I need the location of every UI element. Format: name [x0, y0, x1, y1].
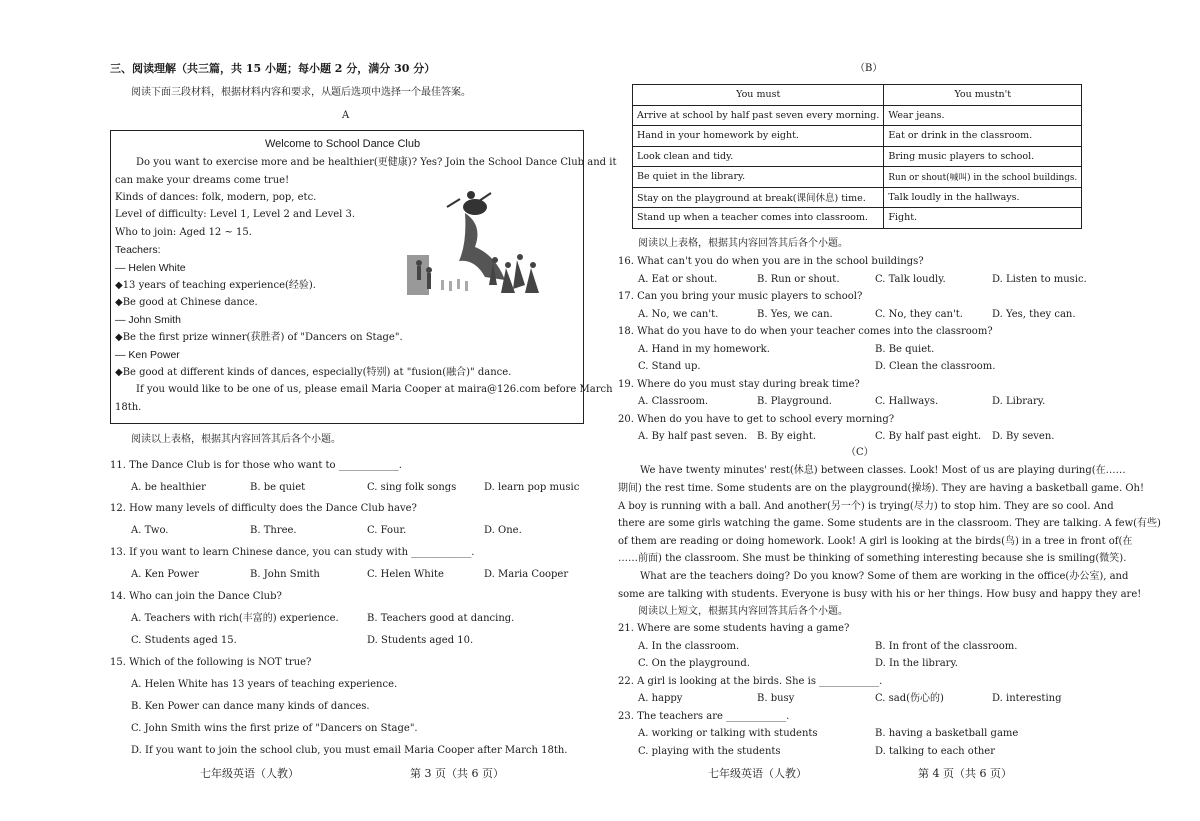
teacher-helen-experience: ◆13 years of teaching experience(经验). — [115, 280, 316, 291]
section-title: 三、阅读理解（共三篇，共 15 小题；每小题 2 分，满分 30 分） — [110, 62, 436, 75]
passage-c-line: there are some girls watching the game. Some students are in the classroom. They are talking. A few(有些) — [618, 518, 1161, 529]
table-cell: Hand in your homework by eight. — [633, 126, 884, 147]
q14-option-b: B. Teachers good at dancing. — [367, 613, 515, 624]
q11-option-a: A. be healthier — [131, 482, 206, 493]
q13-option-a: A. Ken Power — [131, 569, 199, 580]
q23-option-c: C. playing with the students — [638, 746, 781, 757]
after-table-instruction: 阅读以上表格，根据其内容回答其后各个小题。 — [638, 238, 848, 249]
rules-table — [632, 84, 1082, 229]
q19-option-a: A. Classroom. — [638, 396, 709, 407]
q20-option-b: B. By eight. — [757, 431, 817, 442]
teacher-helen-white: — Helen White — [115, 262, 186, 274]
teacher-ken-power: — Ken Power — [115, 349, 180, 361]
notice-title: Welcome to School Dance Club — [265, 138, 421, 150]
q17-option-a: A. No, we can't. — [638, 309, 719, 320]
q17-option-b: B. Yes, we can. — [757, 309, 833, 320]
q16-option-d: D. Listen to music. — [992, 274, 1087, 285]
q21-option-b: B. In front of the classroom. — [875, 641, 1018, 652]
q12-option-d: D. One. — [484, 525, 522, 536]
q13-option-d: D. Maria Cooper — [484, 569, 569, 580]
dancers-illustration — [405, 185, 545, 305]
q18: 18. What do you have to do when your teacher comes into the classroom? — [618, 326, 993, 337]
notice-level: Level of difficulty: Level 1, Level 2 and Level 3. — [115, 209, 356, 220]
table-row — [633, 208, 1082, 229]
q11: 11. The Dance Club is for those who want to ____________. — [110, 460, 402, 471]
table-row — [633, 105, 1082, 126]
table-cell: Run or shout(喊叫) in the school buildings. — [884, 167, 1082, 188]
q15: 15. Which of the following is NOT true? — [110, 657, 312, 668]
q18-option-a: A. Hand in my homework. — [638, 344, 770, 355]
q15-option-a: A. Helen White has 13 years of teaching experience. — [131, 679, 398, 690]
table-row — [633, 126, 1082, 147]
q20: 20. When do you have to get to school every morning? — [618, 414, 895, 425]
table-cell: Be quiet in the library. — [633, 167, 884, 188]
q15-option-c: C. John Smith wins the first prize of "Dancers on Stage". — [131, 723, 418, 734]
q22-option-b: B. busy — [757, 693, 795, 704]
notice-intro-1: Do you want to exercise more and be healthier(更健康)? Yes? Join the School Dance Club and it — [136, 157, 617, 168]
passage-c-line: 期间) the rest time. Some students are on the playground(操场). They are having a basketball game. Oh! — [618, 483, 1144, 494]
q20-option-a: A. By half past seven. — [638, 431, 748, 442]
q18-option-d: D. Clean the classroom. — [875, 361, 996, 372]
q15-option-b: B. Ken Power can dance many kinds of dances. — [131, 701, 370, 712]
teacher-john-smith: — John Smith — [115, 314, 181, 326]
q19-option-b: B. Playground. — [757, 396, 832, 407]
q23-option-b: B. having a basketball game — [875, 728, 1019, 739]
notice-email-2: 18th. — [115, 402, 142, 413]
q22-option-a: A. happy — [638, 693, 683, 704]
q22-option-d: D. interesting — [992, 693, 1062, 704]
q12-option-a: A. Two. — [131, 525, 169, 536]
q17: 17. Can you bring your music players to school? — [618, 291, 863, 302]
passage-label-a: A — [342, 110, 350, 121]
q16: 16. What can't you do when you are in the school buildings? — [618, 256, 924, 267]
table-row — [633, 146, 1082, 167]
footer-page-right: 第 4 页（共 6 页） — [918, 767, 1012, 780]
notice-who: Who to join: Aged 12 ~ 15. — [115, 227, 252, 238]
q18-option-c: C. Stand up. — [638, 361, 701, 372]
q14-option-a: A. Teachers with rich(丰富的) experience. — [131, 613, 339, 624]
passage-c-line: What are the teachers doing? Do you know? Some of them are working in the office(办公室), and — [640, 571, 1129, 582]
q21-option-d: D. In the library. — [875, 658, 958, 669]
q17-option-c: C. No, they can't. — [875, 309, 963, 320]
notice-email-1: If you would like to be one of us, please email Maria Cooper at maira@126.com before March — [136, 384, 613, 395]
q11-option-b: B. be quiet — [250, 482, 306, 493]
q13-option-b: B. John Smith — [250, 569, 320, 580]
footer-page-left: 第 3 页（共 6 页） — [410, 767, 504, 780]
table-row — [633, 187, 1082, 208]
q22: 22. A girl is looking at the birds. She is ____________. — [618, 676, 883, 687]
q23-option-a: A. working or talking with students — [638, 728, 818, 739]
q11-option-d: D. learn pop music — [484, 482, 580, 493]
table-cell: Arrive at school by half past seven every morning. — [633, 105, 884, 126]
rules-header-must: You must — [633, 85, 884, 106]
teachers-label: Teachers: — [115, 244, 161, 256]
notice-kinds: Kinds of dances: folk, modern, pop, etc. — [115, 192, 317, 203]
q17-option-d: D. Yes, they can. — [992, 309, 1076, 320]
table-cell: Stay on the playground at break(课间休息) time. — [633, 187, 884, 208]
passage-c-line: A boy is running with a ball. And another(另一个) is trying(尽力) to stop him. They are so cool. And — [618, 501, 1114, 512]
passage-label-c: （C） — [846, 447, 874, 458]
q20-option-c: C. By half past eight. — [875, 431, 982, 442]
q20-option-d: D. By seven. — [992, 431, 1055, 442]
q19-option-d: D. Library. — [992, 396, 1046, 407]
q16-option-b: B. Run or shout. — [757, 274, 840, 285]
q21-option-c: C. On the playground. — [638, 658, 750, 669]
q15-option-d: D. If you want to join the school club, you must email Maria Cooper after March 18th. — [131, 745, 568, 756]
instruction: 阅读下面三段材料，根据材料内容和要求，从题后选项中选择一个最佳答案。 — [131, 87, 471, 98]
table-cell: Wear jeans. — [884, 105, 1082, 126]
q21: 21. Where are some students having a game? — [618, 623, 850, 634]
teacher-helen-skill: ◆Be good at Chinese dance. — [115, 297, 258, 308]
q12: 12. How many levels of difficulty does the Dance Club have? — [110, 503, 417, 514]
table-cell: Stand up when a teacher comes into classroom. — [633, 208, 884, 229]
q16-option-c: C. Talk loudly. — [875, 274, 946, 285]
q14-option-d: D. Students aged 10. — [367, 635, 474, 646]
passage-label-b: （B） — [855, 63, 883, 74]
q12-option-c: C. Four. — [367, 525, 407, 536]
teacher-ken-skill: ◆Be good at different kinds of dances, especially(特别) at "fusion(融合)" dance. — [115, 367, 512, 378]
rules-header-mustnt: You mustn't — [884, 85, 1082, 106]
passage-c-line: We have twenty minutes' rest(休息) between classes. Look! Most of us are playing during(在…… — [640, 465, 1126, 476]
q23-option-d: D. talking to each other — [875, 746, 995, 757]
table-cell: Talk loudly in the hallways. — [884, 187, 1082, 208]
passage-c-line: some are talking with students. Everyone is busy with his or her things. How busy and happy they are! — [618, 589, 1142, 600]
passage-c-line: ……前面) the classroom. She must be thinking of something interesting because she is smiling(微笑). — [618, 553, 1127, 564]
q22-option-c: C. sad(伤心的) — [875, 693, 944, 704]
q14: 14. Who can join the Dance Club? — [110, 591, 282, 602]
q21-option-a: A. In the classroom. — [638, 641, 740, 652]
table-row — [633, 167, 1082, 188]
notice-intro-2: can make your dreams come true! — [115, 175, 290, 186]
table-cell: Bring music players to school. — [884, 146, 1082, 167]
table-cell: Eat or drink in the classroom. — [884, 126, 1082, 147]
q14-option-c: C. Students aged 15. — [131, 635, 237, 646]
footer-subject-right: 七年级英语（人教） — [708, 767, 807, 780]
table-cell: Look clean and tidy. — [633, 146, 884, 167]
q19-option-c: C. Hallways. — [875, 396, 939, 407]
q23: 23. The teachers are ____________. — [618, 711, 790, 722]
q11-option-c: C. sing folk songs — [367, 482, 457, 493]
q16-option-a: A. Eat or shout. — [638, 274, 718, 285]
q18-option-b: B. Be quiet. — [875, 344, 935, 355]
footer-subject-left: 七年级英语（人教） — [200, 767, 299, 780]
teacher-john-prize: ◆Be the first prize winner(获胜者) of "Dancers on Stage". — [115, 332, 403, 343]
q13-option-c: C. Helen White — [367, 569, 444, 580]
q13: 13. If you want to learn Chinese dance, you can study with ____________. — [110, 547, 475, 558]
q12-option-b: B. Three. — [250, 525, 297, 536]
table-cell: Fight. — [884, 208, 1082, 229]
after-box-instruction: 阅读以上表格，根据其内容回答其后各个小题。 — [131, 434, 341, 445]
passage-c-line: of them are reading or doing homework. Look! A girl is looking at the birds(鸟) in a tree in front of(在 — [618, 536, 1133, 547]
after-c-instruction: 阅读以上短文，根据其内容回答其后各个小题。 — [638, 606, 848, 617]
q19: 19. Where do you must stay during break time? — [618, 379, 860, 390]
